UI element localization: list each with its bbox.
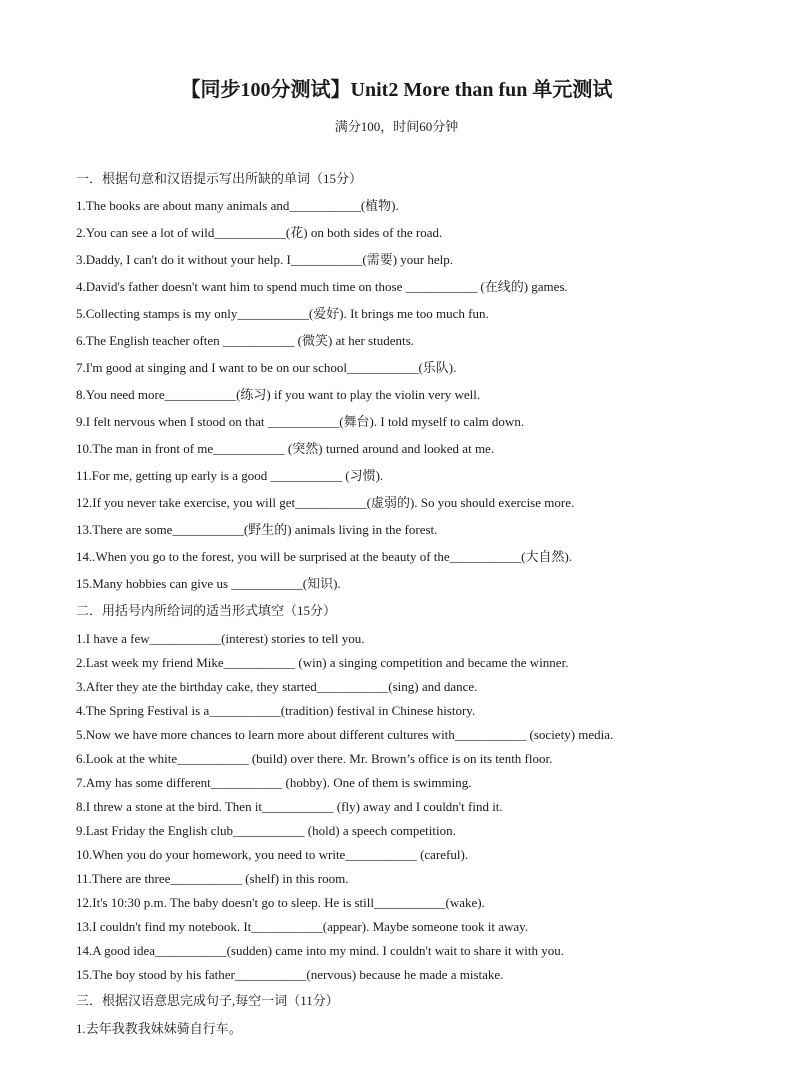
question-item: 12.It's 10:30 p.m. The baby doesn't go to sleep. He is still___________(wake). <box>76 895 485 910</box>
question-item: 6.The English teacher often ___________ (微笑) at her students. <box>76 333 414 348</box>
question-item: 7.I'm good at singing and I want to be on our school___________(乐队). <box>76 360 457 375</box>
page-title: 【同步100分测试】Unit2 More than fun 单元测试 <box>180 79 613 101</box>
question-item: 9.Last Friday the English club___________ (hold) a speech competition. <box>76 823 456 838</box>
question-item: 14.A good idea___________(sudden) came into my mind. I couldn't wait to share it with you. <box>76 943 564 958</box>
question-item: 13.There are some___________(野生的) animals living in the forest. <box>76 522 438 537</box>
question-item: 11.There are three___________ (shelf) in this room. <box>76 871 349 886</box>
section-heading: 三．根据汉语意思完成句子,每空一词（11分） <box>76 993 339 1008</box>
question-item: 3.After they ate the birthday cake, they started___________(sing) and dance. <box>76 679 478 694</box>
question-item: 8.I threw a stone at the bird. Then it___________ (fly) away and I couldn't find it. <box>76 799 503 814</box>
question-item: 5.Collecting stamps is my only___________(爱好). It brings me too much fun. <box>76 306 489 321</box>
question-item: 6.Look at the white___________ (build) over there. Mr. Brown’s office is on its tenth floor. <box>76 751 553 766</box>
section-heading: 二．用括号内所给词的适当形式填空（15分） <box>76 603 337 618</box>
question-item: 7.Amy has some different___________ (hobby). One of them is swimming. <box>76 775 472 790</box>
question-item: 15.The boy stood by his father___________(nervous) because he made a mistake. <box>76 967 504 982</box>
question-item: 2.You can see a lot of wild___________(花) on both sides of the road. <box>76 225 443 240</box>
question-item: 4.David's father doesn't want him to spend much time on those ___________ (在线的) games. <box>76 279 568 294</box>
question-item: 3.Daddy, I can't do it without your help. I___________(需要) your help. <box>76 252 453 267</box>
question-item: 12.If you never take exercise, you will get___________(虚弱的). So you should exercise more. <box>76 495 575 510</box>
question-item: 2.Last week my friend Mike___________ (win) a singing competition and became the winner. <box>76 655 569 670</box>
question-item: 4.The Spring Festival is a___________(tradition) festival in Chinese history. <box>76 703 476 718</box>
question-item: 15.Many hobbies can give us ___________(知识). <box>76 576 341 591</box>
question-item: 9.I felt nervous when I stood on that ___________(舞台). I told myself to calm down. <box>76 414 525 429</box>
question-item: 13.I couldn't find my notebook. It___________(appear). Maybe someone took it away. <box>76 919 529 934</box>
question-item: 10.The man in front of me___________ (突然) turned around and looked at me. <box>76 441 495 456</box>
question-item: 1.去年我教我妹妹骑自行车。 <box>76 1021 242 1036</box>
question-item: 14..When you go to the forest, you will be surprised at the beauty of the___________(大自然). <box>76 549 573 564</box>
question-item: 10.When you do your homework, you need to write___________ (careful). <box>76 847 469 862</box>
question-item: 1.I have a few___________(interest) stories to tell you. <box>76 631 365 646</box>
question-item: 11.For me, getting up early is a good ___________ (习惯). <box>76 468 384 483</box>
question-item: 8.You need more___________(练习) if you want to play the violin very well. <box>76 387 481 402</box>
question-item: 1.The books are about many animals and___________(植物). <box>76 198 399 213</box>
question-item: 5.Now we have more chances to learn more about different cultures with___________ (society) media. <box>76 727 614 742</box>
page-subtitle: 满分100，时间60分钟 <box>334 119 459 134</box>
section-heading: 一．根据句意和汉语提示写出所缺的单词（15分） <box>76 171 363 186</box>
